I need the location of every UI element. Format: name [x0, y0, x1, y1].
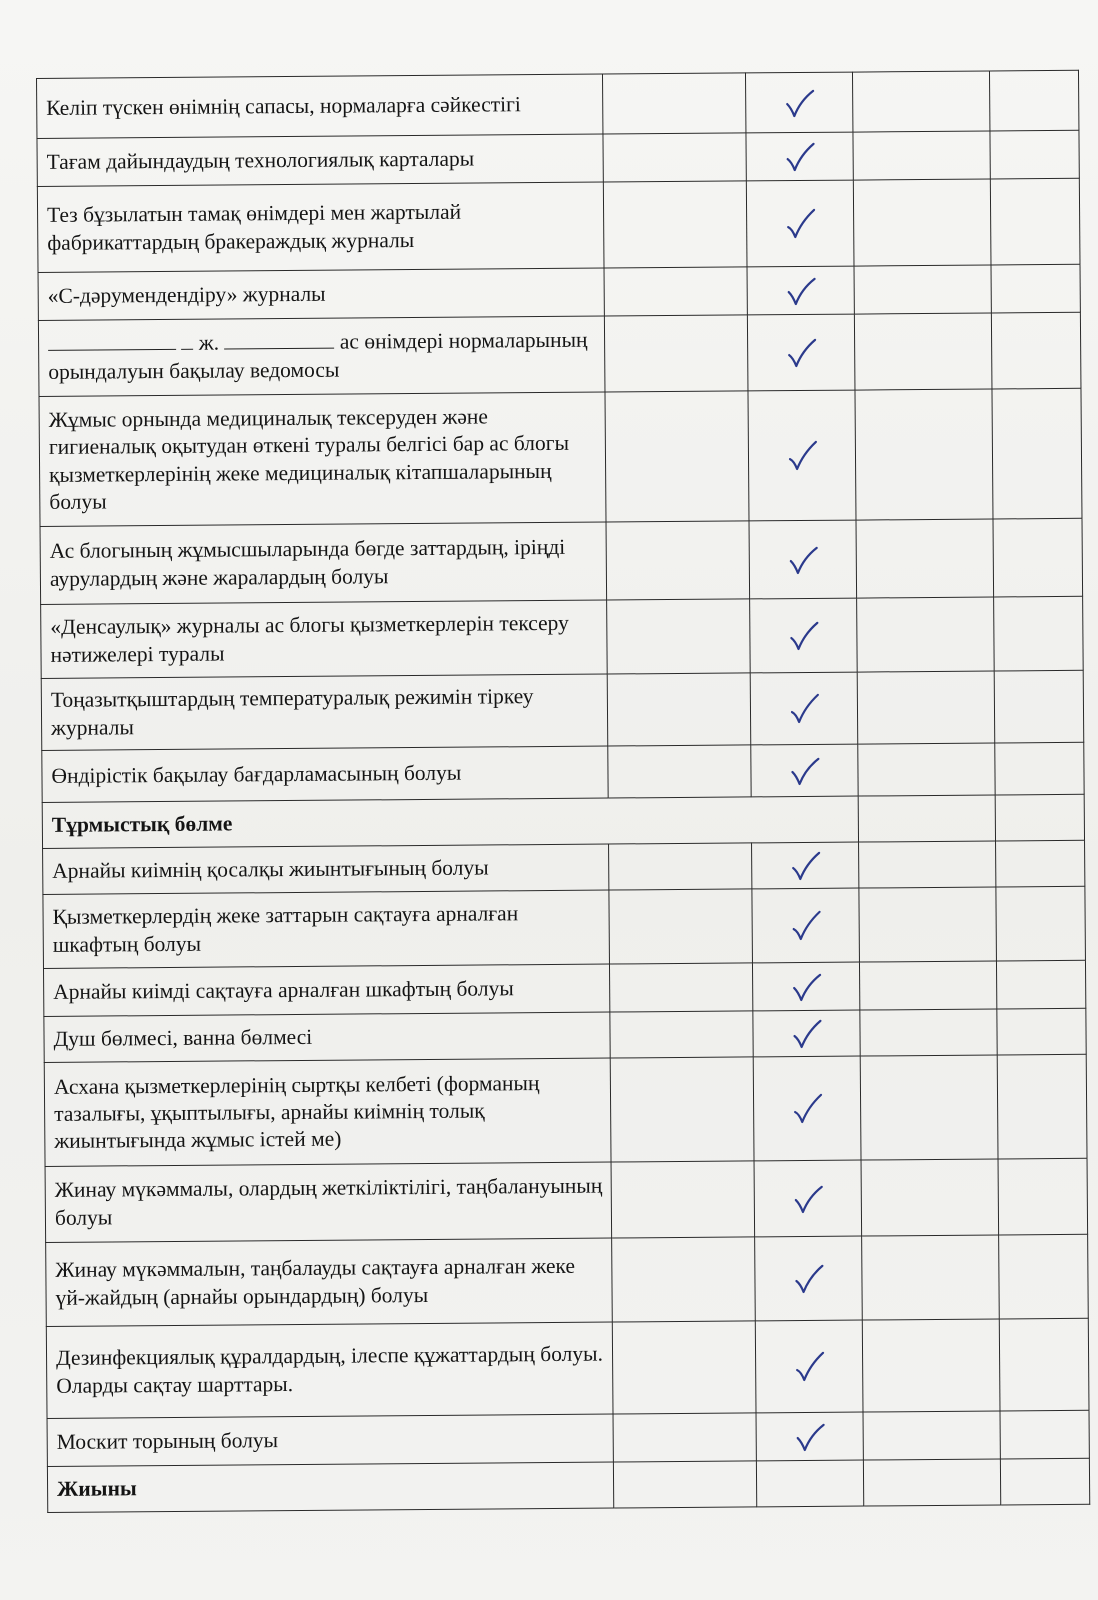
checkmark-icon [788, 756, 822, 780]
empty-cell [989, 70, 1078, 131]
year-label: ж. [198, 330, 220, 355]
checklist-row [43, 886, 1086, 968]
empty-cell [854, 265, 991, 314]
checkmark-icon [790, 1016, 824, 1050]
check-cell [745, 72, 852, 133]
checklist-row [40, 518, 1083, 604]
item-text: Москит торының болуы [47, 1414, 613, 1466]
check-cell [755, 1236, 863, 1321]
checkmark-stroke [787, 90, 813, 115]
checklist-row [44, 1054, 1087, 1166]
item-text: Жұмыс орнында медициналық тексеруден және гигиеналық оқытудан өткені туралы белгісі бар ас блогы қызметкерлерінің жеке медициналық кітапшаларының болуы [39, 392, 606, 526]
item-text: Келіп түскен өнімнің сапасы, нормаларға сәйкестігі [37, 74, 603, 138]
checkmark-icon [783, 88, 817, 112]
empty-cell [612, 1237, 756, 1322]
check-cell [750, 672, 858, 745]
section-header-row [42, 794, 1084, 848]
empty-cell [999, 1234, 1089, 1319]
item-text: ас өнімдері нормаларының орындалуын бақылау ведомосы [48, 327, 588, 384]
checkmark-icon [784, 276, 818, 300]
checkmark-icon [790, 1091, 824, 1125]
check-cell [746, 132, 853, 181]
check-cell [752, 962, 859, 1011]
inspection-checklist-table [36, 70, 1090, 1513]
checkmark-icon [783, 139, 817, 173]
check-cell [755, 1320, 863, 1413]
empty-cell [852, 71, 989, 132]
checklist-row [38, 264, 1080, 320]
total-row [47, 1458, 1089, 1512]
item-text: Асхана қызметкерлерінің сыртқы келбеті (форманың тазалығы, ұқыптылығы, арнайы киімнің толық жиынтығында жұмыс істей ме) [44, 1058, 611, 1166]
checkmark-stroke [788, 209, 814, 236]
checkmark-stroke [789, 441, 815, 468]
empty-cell [608, 745, 751, 798]
empty-cell [854, 313, 992, 390]
empty-cell [994, 670, 1084, 743]
checklist-row [43, 960, 1085, 1016]
checkmark-icon [787, 694, 821, 718]
checkmark-icon [788, 753, 822, 787]
checkmark-icon [784, 206, 818, 240]
total-label: Жиыны [47, 1462, 613, 1512]
empty-cell [604, 267, 747, 316]
checkmark-icon [791, 1094, 825, 1118]
item-text: Арнайы киімді сақтауға арналған шкафтың болуы [43, 964, 609, 1016]
empty-cell [856, 519, 994, 598]
item-text: Жинау мүкәммалын, таңбалауды сақтауға арналған жеке үй-жайдың (арнайы орындардың) болуы [46, 1238, 613, 1326]
empty-cell [613, 1461, 756, 1508]
checkmark-icon [790, 1019, 824, 1043]
check-cell [747, 314, 855, 391]
checklist-row [42, 742, 1084, 802]
empty-cell [1000, 1410, 1089, 1459]
checklist-row [44, 1008, 1086, 1062]
check-cell [750, 598, 858, 673]
item-text: «С-дәрумендендіру» журналы [38, 268, 604, 320]
empty-cell [609, 889, 753, 964]
empty-cell [602, 73, 745, 134]
checkmark-stroke [797, 1424, 823, 1449]
checkmark-icon [784, 209, 818, 233]
checkmark-icon [789, 911, 823, 935]
checkmark-stroke [795, 1094, 821, 1121]
empty-cell [859, 841, 996, 888]
item-text: Душ бөлмесі, ванна бөлмесі [44, 1012, 610, 1062]
checkmark-icon [785, 338, 819, 362]
empty-cell [857, 597, 995, 672]
item-text: Дезинфекциялық құралдардың, ілеспе құжаттардың болуы. Оларды сақтау шарттары. [46, 1322, 613, 1418]
checkmark-stroke [791, 622, 817, 648]
empty-cell [990, 130, 1079, 179]
checkmark-icon [786, 545, 820, 569]
checklist-row [41, 596, 1084, 678]
checkmark-icon [785, 441, 819, 465]
empty-cell [997, 1054, 1087, 1159]
checkmark-stroke [793, 852, 819, 878]
empty-cell [855, 389, 993, 520]
checkmark-icon [793, 1349, 827, 1383]
checkmark-stroke [794, 1020, 820, 1046]
checkmark-stroke [790, 547, 816, 572]
check-cell [753, 1010, 860, 1057]
checkmark-icon [793, 1422, 827, 1446]
empty-cell [1000, 1458, 1089, 1505]
check-cell [748, 390, 856, 521]
checkmark-icon [793, 1352, 827, 1376]
checkmark-stroke [796, 1265, 822, 1291]
checkmark-stroke [787, 143, 813, 169]
item-text: Тоңазытқыштардың температуралық режимін тіркеу журналы [41, 674, 608, 750]
checkmark-icon [785, 438, 819, 472]
empty-cell [603, 181, 747, 268]
checklist-row [39, 388, 1082, 526]
checkmark-stroke [789, 339, 815, 365]
checkmark-stroke [788, 278, 814, 303]
checkmark-icon [785, 335, 819, 369]
empty-cell [998, 1158, 1088, 1235]
item-text: Қызметкерлердің жеке заттарын сақтауға арналған шкафтың болуы [43, 890, 610, 968]
item-text: Өндірістік бақылау бағдарламасының болуы [42, 746, 608, 802]
item-text: Тағам дайындаудың технологиялық карталары [37, 134, 603, 186]
empty-cell [859, 887, 997, 962]
empty-cell [858, 795, 995, 842]
checklist-row [46, 1318, 1089, 1418]
empty-cell [611, 1161, 755, 1238]
check-cell [756, 1412, 863, 1461]
checkmark-icon [793, 1419, 827, 1453]
checklist-row [38, 312, 1081, 396]
name-blank [224, 332, 334, 350]
checkmark-icon [783, 142, 817, 166]
empty-cell [853, 179, 991, 266]
checklist-row [37, 178, 1080, 272]
item-text: Арнайы киімнің қосалқы жиынтығының болуы [43, 844, 609, 894]
checkmark-icon [787, 691, 821, 725]
empty-cell [606, 521, 750, 600]
year-blank [181, 333, 193, 350]
check-cell [751, 744, 858, 797]
empty-cell [994, 596, 1084, 671]
empty-cell [861, 1159, 999, 1236]
empty-cell [609, 963, 752, 1012]
empty-cell [863, 1411, 1000, 1460]
empty-cell [996, 840, 1085, 887]
checkmark-icon [789, 851, 823, 875]
checkmark-icon [786, 542, 820, 576]
checkmark-icon [787, 618, 821, 652]
empty-cell [607, 673, 751, 746]
checkmark-stroke [795, 1186, 821, 1211]
empty-cell [857, 671, 995, 744]
checkmark-stroke [797, 1352, 823, 1379]
check-cell [753, 1056, 861, 1161]
empty-cell [992, 388, 1082, 519]
empty-cell [990, 178, 1080, 265]
empty-cell [862, 1235, 1000, 1320]
empty-cell [996, 886, 1086, 961]
checklist-row [41, 670, 1084, 750]
checklist-row [37, 130, 1079, 186]
checkmark-icon [789, 848, 823, 882]
empty-cell [756, 1460, 863, 1507]
empty-cell [607, 599, 751, 674]
empty-cell [610, 1011, 753, 1058]
checkmark-stroke [792, 758, 818, 783]
empty-cell [991, 264, 1080, 313]
check-cell [752, 888, 860, 963]
check-cell [754, 1160, 862, 1237]
check-cell [746, 180, 854, 267]
empty-cell [853, 131, 990, 180]
empty-cell [605, 391, 749, 522]
checkmark-icon [787, 621, 821, 645]
empty-cell [609, 843, 752, 890]
empty-cell [610, 1057, 754, 1162]
item-text: Ас блогының жұмысшыларында бөгде заттардың, іріңді аурулардың және жаралардың болуы [40, 522, 607, 604]
checklist-row [37, 70, 1079, 138]
empty-cell [995, 794, 1084, 841]
item-text: «Денсаулық» журналы ас блогы қызметкерлерін тексеру нәтижелері туралы [41, 600, 608, 678]
checkmark-stroke [794, 974, 820, 999]
checkmark-stroke [793, 911, 819, 938]
empty-cell [995, 742, 1084, 795]
checkmark-icon [792, 1261, 826, 1295]
checklist-row [45, 1158, 1088, 1242]
checklist-row [46, 1234, 1089, 1326]
fill-in-item [38, 316, 605, 396]
empty-cell [996, 960, 1085, 1009]
check-cell [752, 842, 859, 889]
empty-cell [604, 315, 748, 392]
empty-cell [991, 312, 1081, 389]
empty-cell [858, 743, 995, 796]
checkmark-stroke [791, 694, 817, 721]
empty-cell [612, 1321, 756, 1414]
checkmark-icon [790, 969, 824, 1003]
checklist-row [47, 1410, 1089, 1466]
checkmark-icon [783, 85, 817, 119]
checkmark-icon [791, 1184, 825, 1208]
checkmark-icon [790, 972, 824, 996]
empty-cell [997, 1008, 1086, 1055]
checkmark-icon [784, 273, 818, 307]
empty-cell [859, 961, 996, 1010]
item-text: Жинау мүкәммалы, олардың жеткіліктілігі, таңбалануының болуы [45, 1162, 612, 1242]
item-text: Тез бұзылатын тамақ өнімдері мен жартылай фабрикаттардың бракераждық журналы [37, 182, 604, 272]
empty-cell [613, 1413, 756, 1462]
year-blank [48, 333, 176, 351]
empty-cell [999, 1318, 1089, 1411]
checkmark-icon [792, 1264, 826, 1288]
check-cell [749, 520, 857, 599]
checkmark-icon [789, 908, 823, 942]
empty-cell [993, 518, 1083, 597]
checklist-row [43, 840, 1085, 894]
check-cell [747, 266, 854, 315]
empty-cell [603, 133, 746, 182]
checkmark-icon [791, 1181, 825, 1215]
empty-cell [860, 1009, 997, 1056]
empty-cell [863, 1459, 1000, 1506]
empty-cell [862, 1319, 1000, 1412]
empty-cell [860, 1055, 998, 1160]
section-title: Тұрмыстық бөлме [42, 796, 858, 848]
